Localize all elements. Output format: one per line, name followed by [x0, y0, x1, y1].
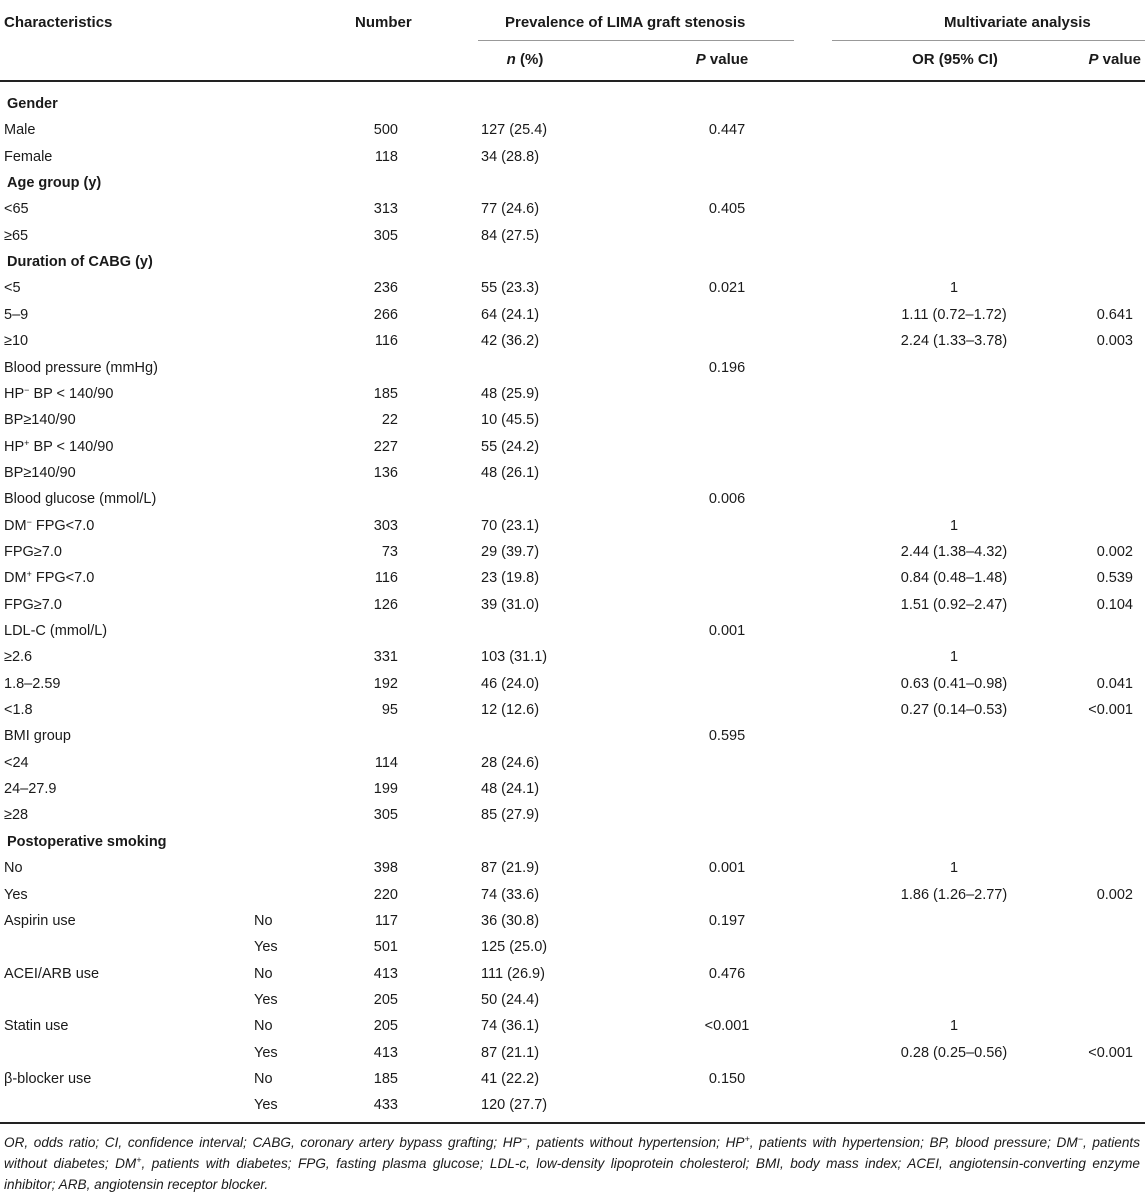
- row-number: 266: [373, 307, 398, 323]
- table-footnote: [4, 1132, 1140, 1195]
- header-p-value-text: value: [705, 51, 749, 68]
- row-p2-value: 0.539: [1096, 570, 1133, 586]
- row-n-pct: 127 (25.4): [481, 122, 548, 138]
- row-or-ci: 2.44 (1.38–4.32): [900, 544, 1008, 560]
- row-label: β-blocker use: [4, 1071, 92, 1087]
- row-label: [4, 517, 94, 535]
- row-number: 118: [374, 149, 398, 165]
- row-n-pct: 12 (12.6): [481, 702, 540, 718]
- footnote-sup-2: +: [744, 1134, 750, 1144]
- row-label: Blood pressure (mmHg): [4, 360, 158, 376]
- row-label: ≥10: [4, 333, 29, 349]
- row-sublabel: No: [254, 913, 273, 929]
- header-subline-prevalence: [478, 40, 794, 41]
- row-n-pct: 120 (27.7): [481, 1097, 548, 1113]
- row-n-pct: 48 (26.1): [481, 465, 540, 481]
- row-n-pct: 74 (36.1): [481, 1018, 540, 1034]
- row-label: LDL-C (mmol/L): [4, 623, 108, 639]
- header-subline-multivariate: [832, 40, 1145, 41]
- row-or-ci: 0.28 (0.25–0.56): [900, 1045, 1008, 1061]
- row-p-value: 0.476: [708, 966, 746, 982]
- row-label-sup: −: [24, 385, 30, 395]
- header-characteristics: Characteristics: [4, 14, 113, 31]
- row-n-pct: 77 (24.6): [481, 201, 540, 217]
- header-or-ci: OR (95% CI): [912, 51, 998, 68]
- row-number: 116: [374, 333, 398, 349]
- row-number: 413: [373, 966, 398, 982]
- row-label: 24–27.9: [4, 781, 57, 797]
- row-n-pct: 103 (31.1): [481, 649, 548, 665]
- row-n-pct: 87 (21.1): [481, 1045, 540, 1061]
- table-bottom-rule: [0, 1122, 1145, 1124]
- row-p-value: 0.197: [708, 913, 746, 929]
- row-sublabel: Yes: [254, 939, 278, 955]
- row-n-pct: 84 (27.5): [481, 228, 540, 244]
- row-number: 136: [373, 465, 398, 481]
- row-number: 199: [373, 781, 398, 797]
- row-p2-value: 0.641: [1096, 307, 1133, 323]
- row-label: Female: [4, 149, 53, 165]
- row-p-value: 0.001: [708, 860, 746, 876]
- row-p2-value: 0.104: [1096, 597, 1133, 613]
- header-p2-value: [1088, 51, 1141, 68]
- header-n-pct-text: (%): [515, 51, 544, 68]
- row-label: [4, 569, 94, 587]
- row-label: <5: [4, 280, 21, 296]
- row-sublabel: Yes: [254, 992, 278, 1008]
- row-p-value: 0.447: [708, 122, 746, 138]
- row-sublabel: No: [254, 966, 273, 982]
- row-number: 433: [373, 1097, 398, 1113]
- row-label: [4, 438, 113, 456]
- row-p2-value: 0.041: [1096, 676, 1133, 692]
- footnote-text-3: , patients with hypertension; BP, blood pressure; DM: [749, 1135, 1078, 1150]
- header-n-pct: [507, 51, 544, 68]
- row-sublabel: No: [254, 1071, 273, 1087]
- row-number: 236: [373, 280, 398, 296]
- row-number: 398: [373, 860, 398, 876]
- row-p-value: 0.021: [708, 280, 746, 296]
- row-number: 117: [374, 913, 398, 929]
- row-n-pct: 87 (21.9): [481, 860, 540, 876]
- row-label: 1.8–2.59: [4, 676, 61, 692]
- header-multivariate: Multivariate analysis: [944, 14, 1091, 31]
- row-number: 413: [373, 1045, 398, 1061]
- row-p-value: 0.595: [708, 728, 746, 744]
- row-number: 205: [373, 1018, 398, 1034]
- row-number: 305: [373, 807, 398, 823]
- header-number: Number: [355, 14, 412, 31]
- row-or-ci: 1: [949, 280, 959, 296]
- header-p-value: [696, 51, 749, 68]
- row-label-sup: +: [24, 438, 30, 448]
- row-n-pct: 42 (36.2): [481, 333, 540, 349]
- row-label-rest: BP < 140/90: [29, 386, 114, 402]
- row-label-main: HP: [4, 439, 25, 455]
- row-label: Blood glucose (mmol/L): [4, 491, 157, 507]
- row-or-ci: 1.86 (1.26–2.77): [900, 887, 1008, 903]
- row-number: 192: [373, 676, 398, 692]
- row-or-ci: 0.63 (0.41–0.98): [900, 676, 1008, 692]
- row-n-pct: 111 (26.9): [481, 966, 545, 982]
- row-label: BMI group: [4, 728, 71, 744]
- footnote-sup-1: −: [521, 1134, 527, 1144]
- row-or-ci: 1.11 (0.72–1.72): [901, 307, 1007, 323]
- row-p-value: 0.405: [708, 201, 746, 217]
- row-label: <24: [4, 755, 29, 771]
- row-n-pct: 55 (23.3): [481, 280, 540, 296]
- row-p-value: 0.006: [708, 491, 746, 507]
- row-label-rest: FPG<7.0: [31, 518, 95, 534]
- row-sublabel: Yes: [254, 1045, 278, 1061]
- row-label: ≥28: [4, 807, 29, 823]
- row-n-pct: 125 (25.0): [481, 939, 548, 955]
- row-label: FPG≥7.0: [4, 544, 62, 560]
- header-n-italic: n: [506, 51, 516, 68]
- row-number: 501: [373, 939, 398, 955]
- row-n-pct: 28 (24.6): [481, 755, 540, 771]
- row-label: ≥65: [4, 228, 29, 244]
- row-n-pct: 70 (23.1): [481, 518, 540, 534]
- row-label: 5–9: [4, 307, 29, 323]
- row-or-ci: 1.51 (0.92–2.47): [900, 597, 1008, 613]
- row-label: BP≥140/90: [4, 412, 76, 428]
- row-number: 313: [373, 201, 398, 217]
- row-label: Aspirin use: [4, 913, 76, 929]
- row-label-sup: −: [26, 517, 32, 527]
- row-number: 227: [373, 439, 398, 455]
- row-p-value: 0.150: [708, 1071, 746, 1087]
- row-p-value: 0.001: [708, 623, 746, 639]
- row-label: ACEI/ARB use: [4, 966, 100, 982]
- row-label: ≥2.6: [4, 649, 33, 665]
- row-number: 95: [381, 702, 398, 718]
- row-number: 114: [374, 755, 398, 771]
- row-group-heading: Age group (y): [7, 175, 102, 191]
- row-p2-value: <0.001: [1088, 702, 1133, 718]
- row-number: 220: [373, 887, 398, 903]
- row-number: 205: [373, 992, 398, 1008]
- row-group-heading: Postoperative smoking: [7, 834, 167, 850]
- row-number: 185: [373, 1071, 398, 1087]
- row-label: Statin use: [4, 1018, 69, 1034]
- footnote-text-2: , patients without hypertension; HP: [526, 1135, 745, 1150]
- row-n-pct: 29 (39.7): [481, 544, 540, 560]
- row-or-ci: 0.84 (0.48–1.48): [900, 570, 1008, 586]
- row-p-value: 0.196: [708, 360, 746, 376]
- row-number: 185: [373, 386, 398, 402]
- row-label: No: [4, 860, 23, 876]
- row-n-pct: 10 (45.5): [481, 412, 540, 428]
- row-p-value: <0.001: [704, 1018, 750, 1034]
- row-or-ci: 1: [949, 518, 959, 534]
- row-group-heading: Duration of CABG (y): [7, 254, 153, 270]
- row-number: 500: [373, 122, 398, 138]
- row-number: 73: [381, 544, 398, 560]
- row-label-main: HP: [4, 386, 25, 402]
- row-n-pct: 50 (24.4): [481, 992, 540, 1008]
- header-bottom-rule: [0, 80, 1145, 82]
- footnote-text-4: , patients without diabetes; DM: [4, 1135, 1140, 1171]
- row-label: Yes: [4, 887, 28, 903]
- row-n-pct: 48 (24.1): [481, 781, 540, 797]
- row-n-pct: 85 (27.9): [481, 807, 540, 823]
- row-label-rest: FPG<7.0: [31, 570, 95, 586]
- row-n-pct: 39 (31.0): [481, 597, 540, 613]
- row-number: 303: [373, 518, 398, 534]
- row-label: Male: [4, 122, 36, 138]
- row-p2-value: 0.002: [1096, 887, 1133, 903]
- row-number: 331: [373, 649, 398, 665]
- row-n-pct: 23 (19.8): [481, 570, 540, 586]
- row-n-pct: 74 (33.6): [481, 887, 540, 903]
- row-or-ci: 2.24 (1.33–3.78): [900, 333, 1008, 349]
- row-number: 305: [373, 228, 398, 244]
- row-sublabel: Yes: [254, 1097, 278, 1113]
- row-or-ci: 1: [949, 649, 959, 665]
- row-label: BP≥140/90: [4, 465, 76, 481]
- row-or-ci: 1: [949, 860, 959, 876]
- row-p2-value: 0.003: [1096, 333, 1133, 349]
- row-n-pct: 55 (24.2): [481, 439, 540, 455]
- row-label-main: DM: [4, 570, 27, 586]
- row-n-pct: 41 (22.2): [481, 1071, 540, 1087]
- footnote-text-5: , patients with diabetes; FPG, fasting plasma glucose; LDL-c, low-density lipoprotein cholesterol; BMI, body mass index; ACEI, angiotensin-converting enzyme inhibitor; ARB, angiotensin receptor blocker.: [4, 1156, 1140, 1192]
- row-group-heading: Gender: [7, 96, 58, 112]
- row-label: FPG≥7.0: [4, 597, 62, 613]
- row-label-sup: +: [26, 569, 32, 579]
- row-n-pct: 64 (24.1): [481, 307, 540, 323]
- row-label: [4, 385, 113, 403]
- row-n-pct: 48 (25.9): [481, 386, 540, 402]
- row-or-ci: 0.27 (0.14–0.53): [900, 702, 1008, 718]
- row-n-pct: 34 (28.8): [481, 149, 540, 165]
- row-sublabel: No: [254, 1018, 273, 1034]
- row-label: <1.8: [4, 702, 33, 718]
- row-label-main: DM: [4, 518, 27, 534]
- row-number: 116: [374, 570, 398, 586]
- row-or-ci: 1: [949, 1018, 959, 1034]
- footnote-sup-4: +: [136, 1155, 142, 1165]
- footnote-sup-3: −: [1077, 1134, 1083, 1144]
- row-label: <65: [4, 201, 29, 217]
- row-n-pct: 36 (30.8): [481, 913, 540, 929]
- row-n-pct: 46 (24.0): [481, 676, 540, 692]
- row-p2-value: <0.001: [1088, 1045, 1133, 1061]
- row-number: 126: [373, 597, 398, 613]
- header-p2-italic: P: [1088, 51, 1099, 68]
- footnote-text-1: OR, odds ratio; CI, confidence interval; CABG, coronary artery bypass grafting; HP: [4, 1135, 522, 1150]
- header-prevalence: Prevalence of LIMA graft stenosis: [505, 14, 746, 31]
- row-label-rest: BP < 140/90: [29, 439, 114, 455]
- header-p-italic: P: [695, 51, 706, 68]
- row-p2-value: 0.002: [1096, 544, 1133, 560]
- row-number: 22: [381, 412, 398, 428]
- header-p2-value-text: value: [1098, 51, 1141, 68]
